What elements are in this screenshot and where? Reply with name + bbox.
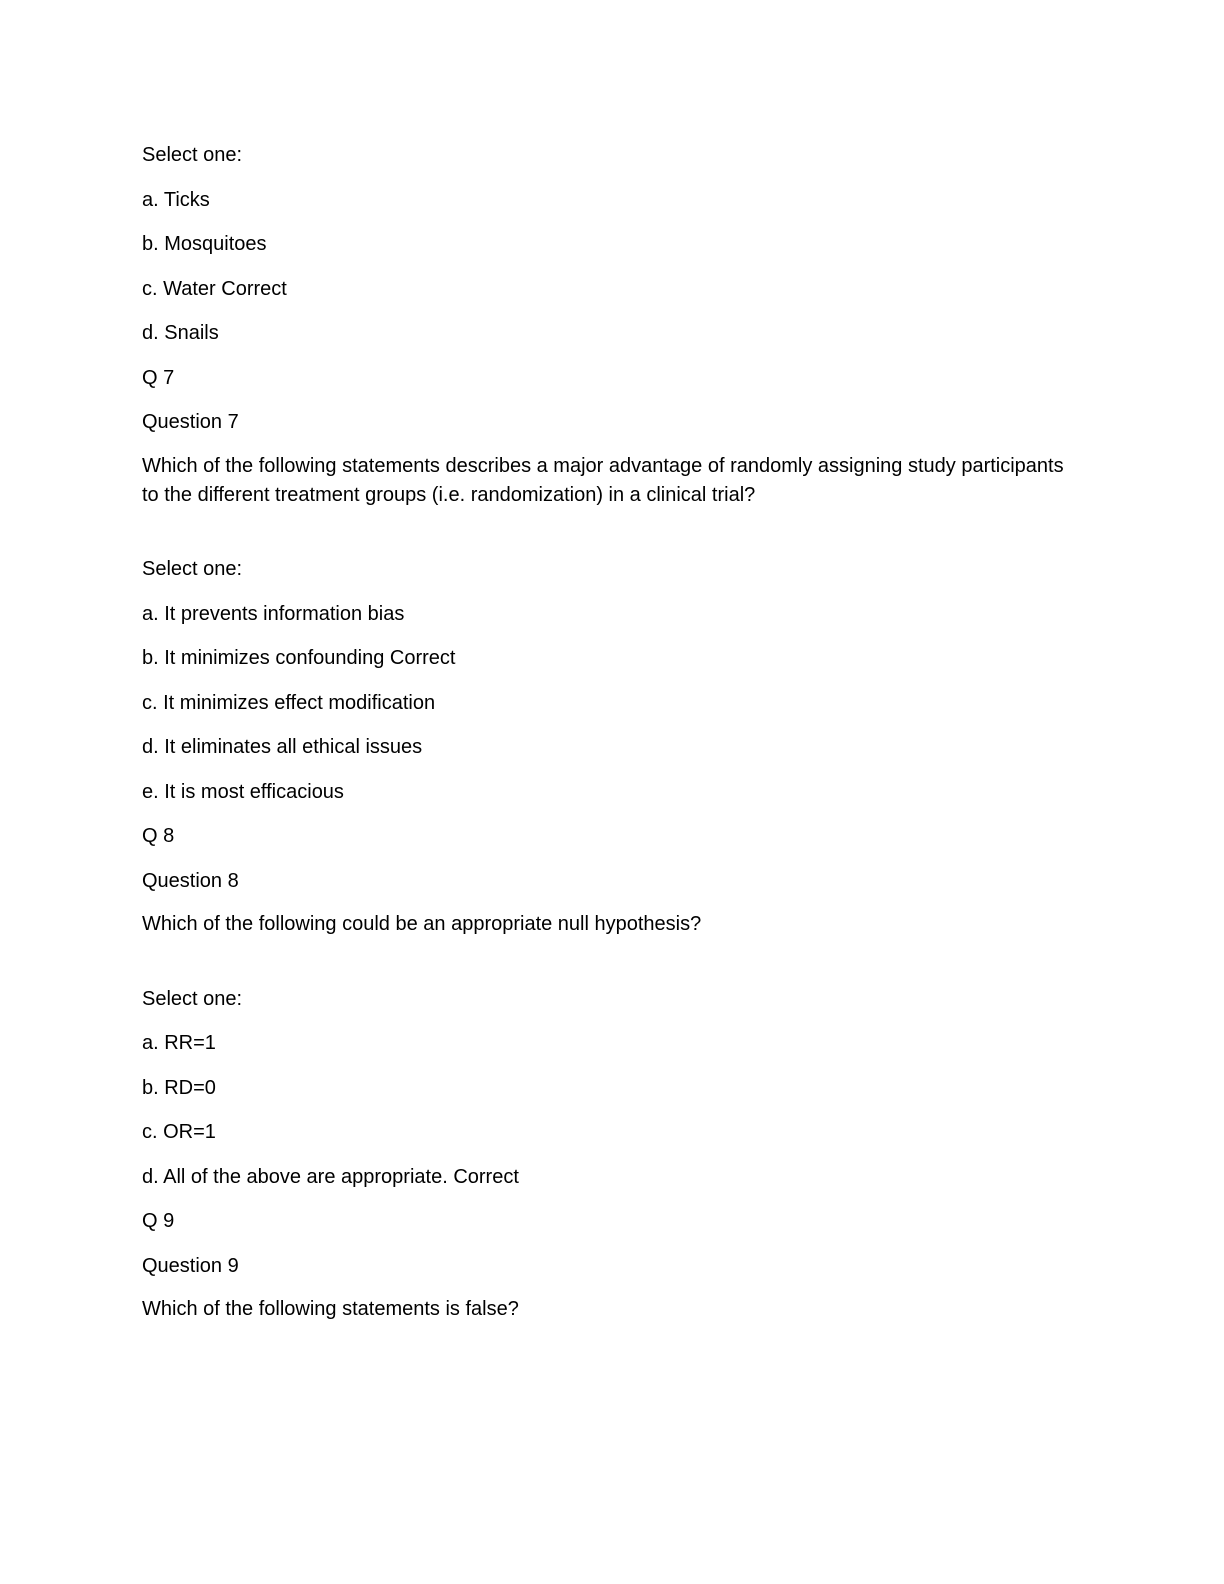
question-short-label: Q 9 bbox=[142, 1210, 175, 1232]
blank-line bbox=[142, 524, 1082, 554]
option-item: d. It eliminates all ethical issues bbox=[142, 736, 423, 758]
question-heading: Question 8 bbox=[142, 869, 239, 892]
select-one-label: Select one: bbox=[142, 987, 243, 1010]
option-item: d. Snails bbox=[142, 322, 219, 344]
option-item: e. It is most efficacious bbox=[142, 780, 344, 803]
question-short-label: Q 7 bbox=[142, 366, 175, 389]
question-text: Which of the following statements describes a major advantage of randomly assigning study participants to the different treatment groups (i.e. randomization) in a clinical trial? bbox=[142, 454, 1064, 506]
option-item: c. It minimizes effect modification bbox=[142, 691, 436, 714]
blank-line bbox=[142, 954, 1082, 984]
question-heading: Question 7 bbox=[142, 411, 239, 433]
option-item: a. Ticks bbox=[142, 188, 210, 211]
option-item: a. RR=1 bbox=[142, 1032, 216, 1054]
option-item: a. It prevents information bias bbox=[142, 602, 405, 625]
question-text: Which of the following could be an appropriate null hypothesis? bbox=[142, 913, 702, 935]
question-heading: Question 9 bbox=[142, 1254, 239, 1277]
option-item: b. It minimizes confounding Correct bbox=[142, 647, 456, 669]
select-one-label: Select one: bbox=[142, 144, 243, 166]
option-item: d. All of the above are appropriate. Correct bbox=[142, 1165, 519, 1188]
question-short-label: Q 8 bbox=[142, 825, 175, 847]
option-item: c. OR=1 bbox=[142, 1121, 216, 1143]
select-one-label: Select one: bbox=[142, 558, 243, 580]
question-text: Which of the following statements is false? bbox=[142, 1298, 519, 1320]
option-item: b. RD=0 bbox=[142, 1076, 216, 1099]
option-item: b. Mosquitoes bbox=[142, 233, 267, 255]
option-item: c. Water Correct bbox=[142, 277, 287, 300]
document-page bbox=[142, 140, 1082, 1339]
